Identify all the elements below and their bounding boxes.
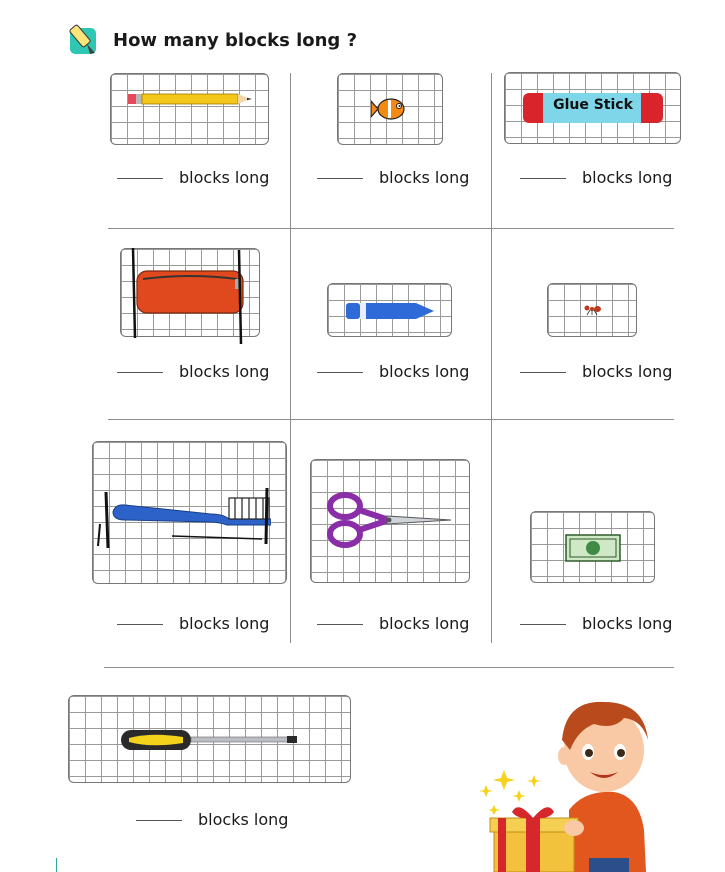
answer-line: blocks long	[520, 362, 672, 381]
answer-blank[interactable]	[117, 624, 163, 625]
answer-line: blocks long	[136, 810, 288, 829]
answer-line: blocks long	[117, 362, 269, 381]
fish-image	[371, 94, 411, 124]
answer-line: blocks long	[520, 614, 672, 633]
screwdriver-image	[121, 728, 301, 752]
pencil-image	[128, 92, 254, 106]
answer-blank[interactable]	[317, 178, 363, 179]
measure-grid	[530, 511, 655, 583]
measure-grid	[110, 73, 269, 145]
ant-image	[584, 302, 602, 316]
answer-line: blocks long	[117, 614, 269, 633]
answer-blank[interactable]	[117, 372, 163, 373]
divider	[108, 419, 674, 420]
answer-blank[interactable]	[317, 372, 363, 373]
answer-line: blocks long	[317, 168, 469, 187]
dollar-bill-image	[565, 534, 621, 562]
answer-blank[interactable]	[117, 178, 163, 179]
crayon-image	[346, 301, 436, 321]
measure-grid	[327, 283, 452, 337]
answer-line: blocks long	[317, 614, 469, 633]
answer-blank[interactable]	[136, 820, 182, 821]
measure-grid	[68, 695, 351, 783]
measure-grid	[504, 72, 681, 144]
margin-mark	[56, 858, 57, 872]
boy-with-gift-illustration	[474, 690, 664, 872]
answer-blank[interactable]	[520, 178, 566, 179]
divider	[290, 73, 291, 643]
hand-drawn-marks	[125, 246, 249, 346]
measure-grid	[547, 283, 637, 337]
glue-stick-image	[523, 93, 663, 123]
pencil-paper-icon	[68, 24, 102, 58]
answer-line: blocks long	[520, 168, 672, 187]
hand-drawn-marks	[92, 484, 277, 554]
answer-blank[interactable]	[317, 624, 363, 625]
divider	[491, 73, 492, 643]
answer-line: blocks long	[317, 362, 469, 381]
answer-blank[interactable]	[520, 624, 566, 625]
divider	[108, 228, 674, 229]
measure-grid	[337, 73, 443, 145]
answer-line: blocks long	[117, 168, 269, 187]
answer-blank[interactable]	[520, 372, 566, 373]
page-title: How many blocks long ?	[113, 30, 358, 51]
measure-grid	[310, 459, 470, 583]
divider	[104, 667, 674, 668]
scissors-image	[327, 490, 455, 550]
glue-stick-label: Glue Stick	[553, 97, 633, 113]
